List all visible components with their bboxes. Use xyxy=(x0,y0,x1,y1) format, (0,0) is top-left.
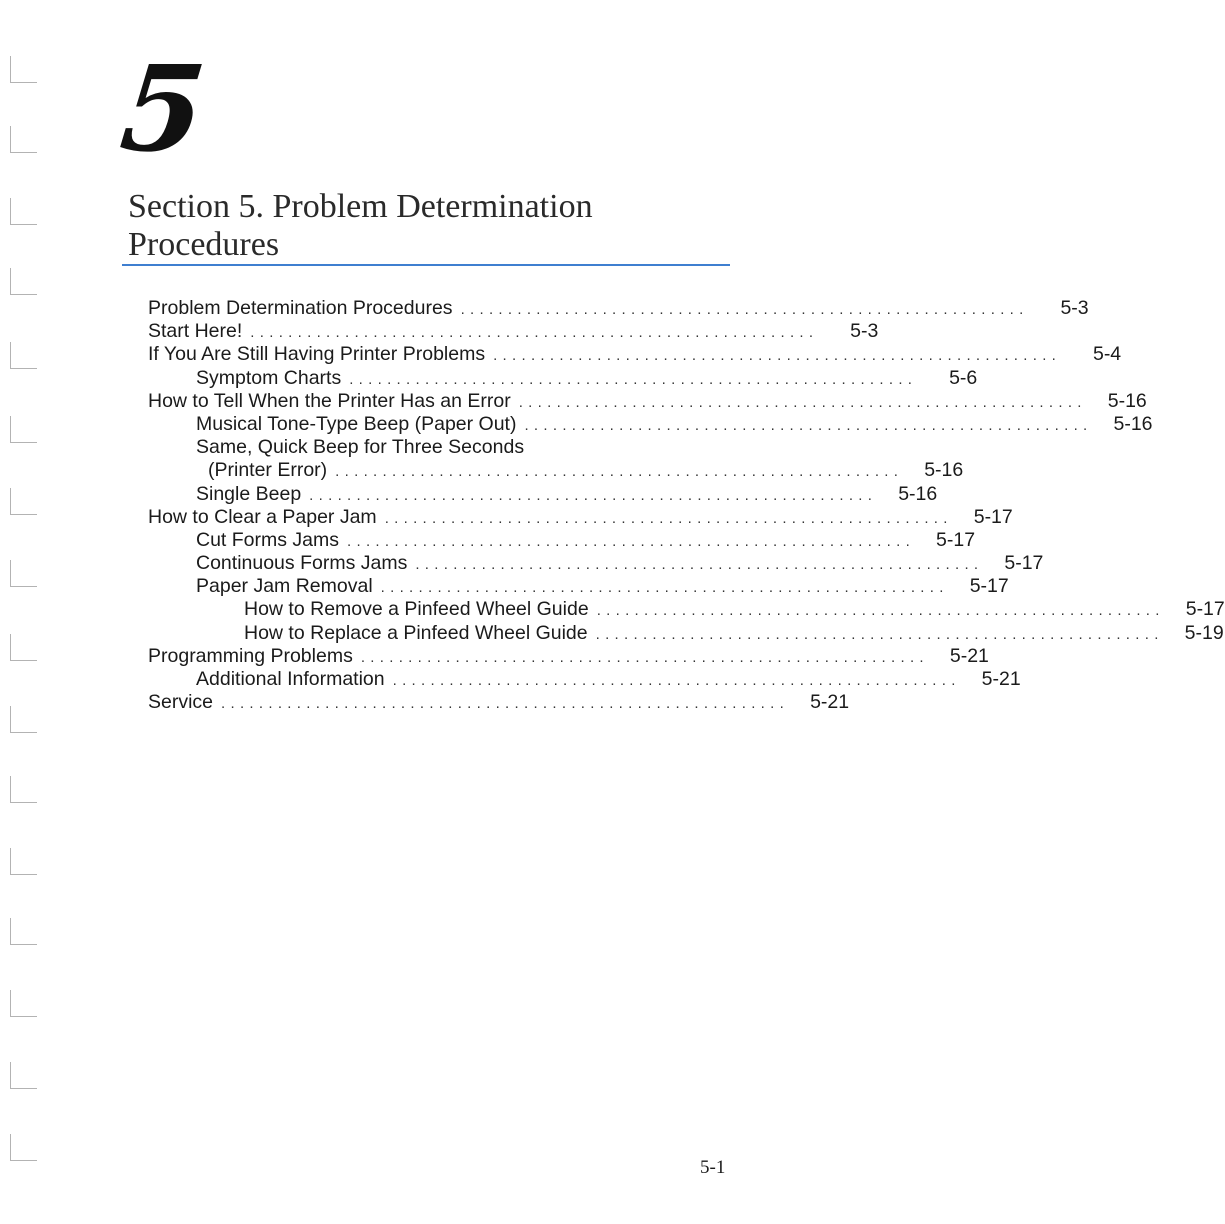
binder-mark xyxy=(10,634,37,661)
toc-dot-leader: ............................................................ xyxy=(596,602,1165,620)
toc-entry-page: 5-16 xyxy=(898,482,938,505)
toc-entry xyxy=(148,482,938,506)
toc-entry-title: (Printer Error) xyxy=(208,459,328,482)
toc-entry-page: 5-3 xyxy=(850,320,879,343)
toc-entry-page: 5-4 xyxy=(1092,343,1122,366)
binder-mark xyxy=(10,560,37,587)
toc-dot-leader: ............................................................ xyxy=(349,370,918,388)
toc-entry-page: 5-6 xyxy=(949,366,978,389)
toc-entry-page: 5-16 xyxy=(1107,389,1147,412)
toc-dot-leader: ............................................................ xyxy=(415,556,984,574)
binder-mark xyxy=(10,776,37,803)
toc-entry-page: 5-21 xyxy=(810,691,850,714)
page-number: 5-1 xyxy=(700,1157,726,1178)
title-rule xyxy=(122,264,730,266)
binder-mark xyxy=(10,848,37,875)
toc-entry-page: 5-17 xyxy=(973,505,1013,528)
table-of-contents xyxy=(148,297,1225,714)
toc-entry-title: Symptom Charts xyxy=(196,366,342,389)
toc-dot-leader: ............................................................ xyxy=(493,347,1062,365)
binder-mark xyxy=(10,268,37,295)
toc-dot-leader: ............................................................ xyxy=(460,301,1029,318)
toc-entry xyxy=(148,691,850,714)
toc-entry-title: Paper Jam Removal xyxy=(196,575,373,598)
section-title: Section 5. Problem Determination Procedures xyxy=(128,188,593,263)
toc-entry xyxy=(148,528,976,552)
toc-dot-leader: ............................................................ xyxy=(384,509,953,527)
toc-entry xyxy=(148,505,1013,529)
toc-dot-leader: ............................................................ xyxy=(221,695,790,713)
toc-entry xyxy=(148,436,724,459)
toc-entry-title: Single Beep xyxy=(196,482,302,505)
binder-mark xyxy=(10,918,37,945)
toc-entry-title: Programming Problems xyxy=(148,644,353,667)
toc-entry-title: Service xyxy=(148,691,214,714)
toc-entry-title: Start Here! xyxy=(148,320,243,343)
toc-entry-page: 5-21 xyxy=(949,644,989,667)
toc-dot-leader: ............................................................ xyxy=(392,672,961,689)
toc-entry-title: How to Clear a Paper Jam xyxy=(148,505,377,528)
toc-entry xyxy=(148,320,879,343)
toc-entry xyxy=(148,668,1021,691)
binder-mark xyxy=(10,342,37,369)
toc-entry-page: 5-19 xyxy=(1184,621,1224,644)
toc-entry-title: Continuous Forms Jams xyxy=(196,552,408,575)
toc-dot-leader: ............................................................ xyxy=(595,625,1164,643)
chapter-number: 5 xyxy=(114,39,210,178)
binder-mark xyxy=(10,1134,37,1161)
toc-entry xyxy=(148,644,989,668)
toc-dot-leader: ............................................................ xyxy=(335,463,904,481)
toc-entry xyxy=(148,552,1044,575)
toc-entry xyxy=(148,621,1224,645)
toc-entry-title: Same, Quick Beep for Three Seconds xyxy=(196,436,525,459)
toc-entry-page: 5-17 xyxy=(1004,552,1044,575)
binder-mark xyxy=(10,198,37,225)
toc-dot-leader: ............................................................ xyxy=(347,532,916,550)
binder-mark xyxy=(10,990,37,1017)
toc-entry xyxy=(148,343,1122,366)
toc-entry xyxy=(148,575,1009,598)
toc-dot-leader: ............................................................ xyxy=(524,416,1093,434)
toc-dot-leader: ............................................................ xyxy=(518,393,1087,411)
toc-entry xyxy=(148,598,1225,621)
toc-entry-page: 5-17 xyxy=(936,528,976,551)
toc-entry-page: 5-16 xyxy=(1113,412,1153,435)
toc-entry-title: Additional Information xyxy=(196,668,385,690)
toc-entry xyxy=(148,459,964,482)
toc-dot-leader: ............................................................ xyxy=(309,486,878,504)
toc-entry-title: Musical Tone-Type Beep (Paper Out) xyxy=(196,412,517,435)
toc-entry-page: 5-21 xyxy=(981,668,1021,690)
toc-entry-title: Problem Determination Procedures xyxy=(148,297,453,319)
binder-mark xyxy=(10,56,37,83)
toc-entry xyxy=(148,366,978,390)
toc-entry-title: How to Tell When the Printer Has an Error xyxy=(148,389,511,412)
toc-entry-title: How to Replace a Pinfeed Wheel Guide xyxy=(244,621,588,644)
toc-dot-leader: ............................................................ xyxy=(360,648,929,666)
toc-entry-page: 5-17 xyxy=(1185,598,1225,621)
binder-mark xyxy=(10,488,37,515)
toc-entry-title: If You Are Still Having Printer Problems xyxy=(148,343,486,366)
toc-entry-page: 5-17 xyxy=(969,575,1009,598)
toc-entry xyxy=(148,412,1153,436)
toc-entry xyxy=(148,389,1147,413)
binder-mark xyxy=(10,126,37,153)
binder-mark xyxy=(10,416,37,443)
binder-mark xyxy=(10,1062,37,1089)
toc-entry-page: 5-16 xyxy=(924,459,964,482)
toc-entry-title: How to Remove a Pinfeed Wheel Guide xyxy=(244,598,589,621)
toc-dot-leader: ............................................................ xyxy=(250,324,819,342)
toc-entry xyxy=(148,297,1089,320)
binder-mark xyxy=(10,706,37,733)
toc-entry-title: Cut Forms Jams xyxy=(196,528,340,551)
toc-dot-leader: ............................................................ xyxy=(380,579,949,597)
toc-entry-page: 5-3 xyxy=(1060,297,1089,319)
